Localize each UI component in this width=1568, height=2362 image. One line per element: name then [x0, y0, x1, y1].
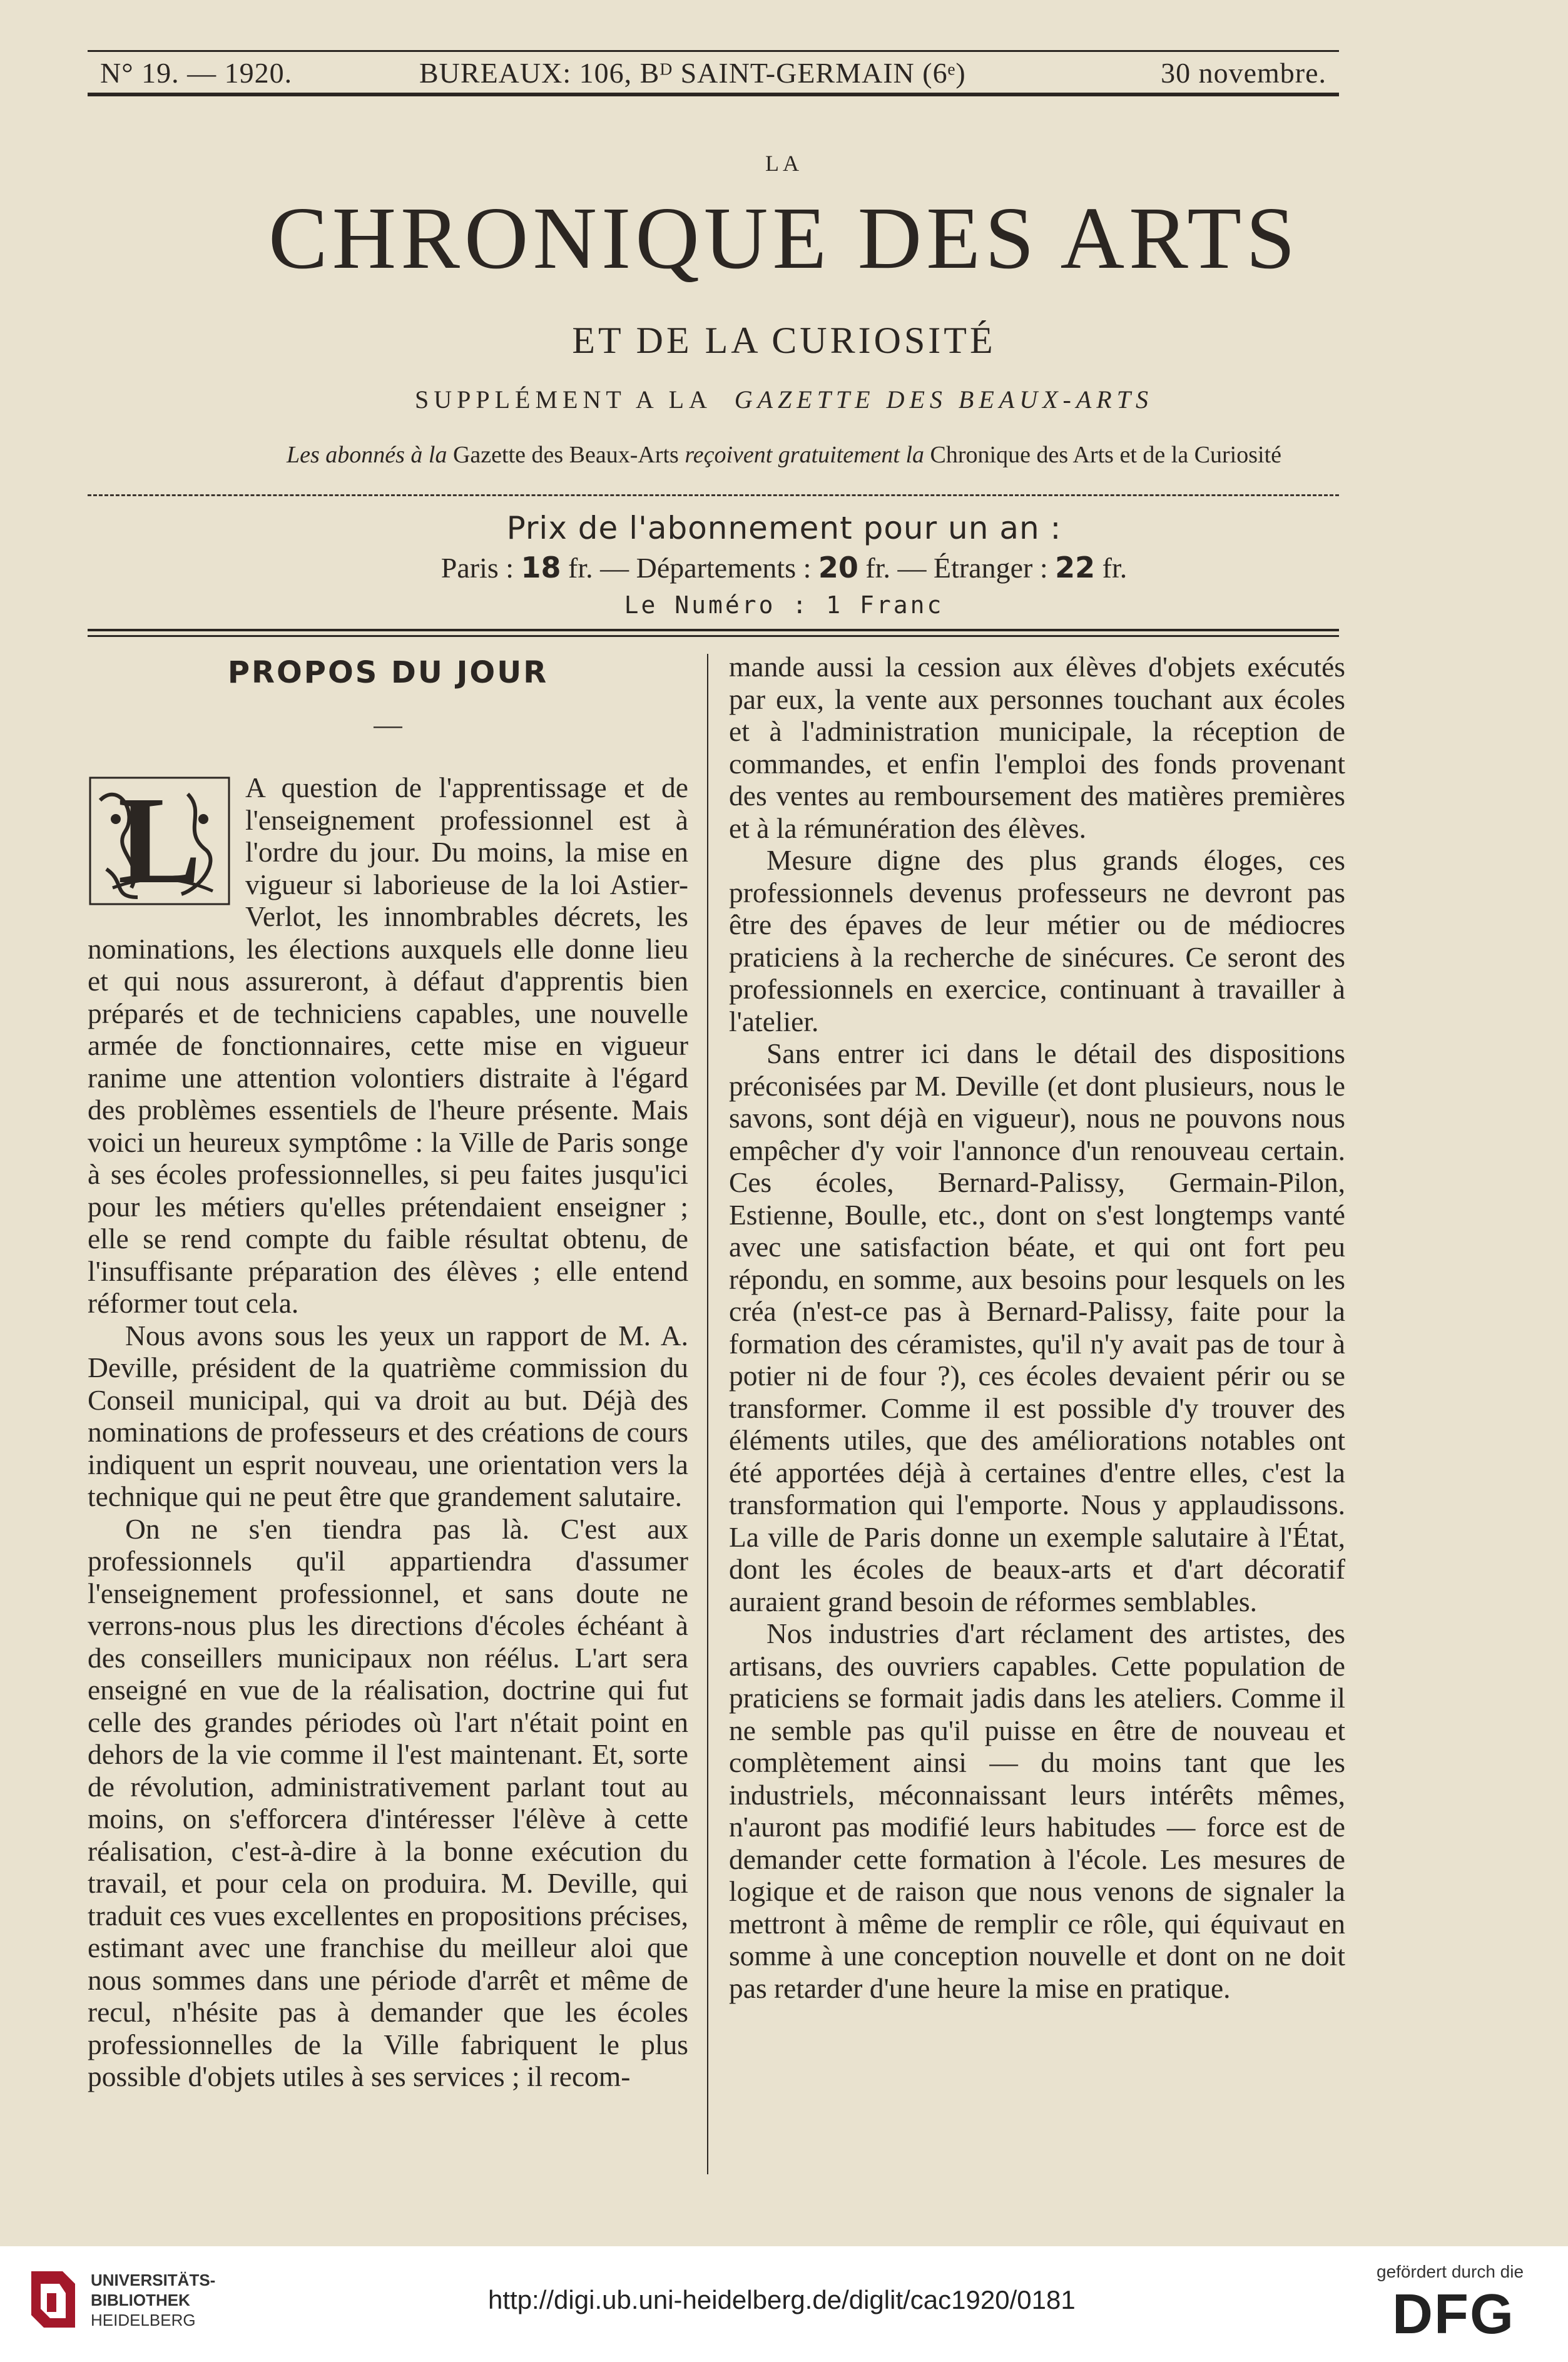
departement-price: 20 [818, 551, 858, 584]
paragraph-left-3: On ne s'en tiendra pas là. C'est aux professionnels qu'il appartiendra d'assumer l'enseignement professionnel, et sans doute ne verrons-nous plus les directions d'écoles échéant à des conseillers municipaux non réélus. L'art sera enseigné en vue de la réalisation, doctrine qui fut celle des grandes périodes où l'art n'était point en dehors de la vie comme il l'est maintenant. Et, sorte de révolution, administrativement parlant tout au moins, on s'efforcera d'intéresser l'élève à cette réalisation, c'est-à-dire à la bonne exécution du travail, et pour cela on produira. M. Deville, qui traduit ces vues excellentes en propositions précises, estimant avec une franchise du meilleur aloi que nous sommes dans une période d'arrêt et même de recul, n'hésite pas à demander que les écoles professionnelles de la Ville fabriquent le plus possible d'objets utiles à ses services ; il recom- [88, 1512, 688, 2092]
notice-part-1: Les abonnés à la [286, 442, 447, 468]
masthead-article: LA [765, 151, 803, 176]
departement-unit: fr. — Étranger : [858, 552, 1056, 584]
subscription-prices [0, 551, 1568, 584]
issue-date: 30 novembre. [1161, 57, 1326, 89]
paragraph-left-2: Nous avons sous les yeux un rapport de M. A. Deville, président de la quatrième commission du Conseil municipal, qui va droit au but. Déjà des nominations de professeurs et des créations de cours indiquent un esprit nouveau, une orientation vers la technique qui ne peut être que grandement salutaire. [88, 1319, 688, 1512]
section-rule-2 [88, 635, 1339, 637]
library-name-line-3: HEIDELBERG [91, 2311, 196, 2329]
article-heading: PROPOS DU JOUR [227, 655, 549, 690]
single-issue-price: Le Numéro : 1 Franc [624, 591, 944, 619]
supplement-plain: SUPPLÉMENT A LA [415, 385, 711, 414]
heading-dash: — [374, 708, 402, 740]
article-column-right [729, 651, 1345, 2004]
foreign-unit: fr. [1095, 552, 1128, 584]
paragraph-right-2: Mesure digne des plus grands éloges, ces professionnels devenus professeurs ne devront pas être des épaves de leur métier ou de médiocres praticiens à la recherche de sinécures. Ce seront des professionnels en exercice, continuant à travailler à l'atelier. [729, 844, 1345, 1037]
viewer-footer [0, 2246, 1568, 2362]
dfg-logo[interactable]: DFG [1392, 2283, 1515, 2346]
header-rule-top [88, 50, 1339, 52]
permalink-url[interactable]: http://digi.ub.uni-heidelberg.de/diglit/cac1920/0181 [488, 2285, 1076, 2314]
masthead-subtitle: ET DE LA CURIOSITÉ [572, 320, 996, 361]
funded-by-label: gefördert durch die [1377, 2262, 1524, 2281]
foreign-price: 22 [1055, 551, 1096, 584]
library-name-line-1: UNIVERSITÄTS- [91, 2271, 216, 2289]
ornamental-dropcap [88, 771, 232, 910]
supplement-gazette: GAZETTE DES BEAUX-ARTS [734, 385, 1153, 414]
notice-part-4: Chronique des Arts et de la Curiosité [924, 442, 1282, 468]
paragraph-right-4: Nos industries d'art réclament des artistes, des artisans, des ouvriers capables. Cette population de praticiens se formait jadis dans les ateliers. Comme il ne semble pas qu'il puisse en être de nouveau et complètement ainsi — du moins tant que les industriels, méconnaissant leurs intérêts mêmes, n'auront pas modifié leurs habitudes — force est de demander cette formation à l'école. Les mesures de logique et de raison que nous venons de signaler la mettront à même de remplir ce rôle, qui équivaut en somme à une conception nouvelle et dont on ne doit pas retarder d'une heure la mise en pratique. [729, 1617, 1345, 2004]
notice-part-3: reçoivent gratuitement la [685, 442, 925, 468]
heidelberg-logo[interactable] [25, 2265, 81, 2334]
notice-part-2: Gazette des Beaux-Arts [447, 442, 685, 468]
article-column-left [88, 651, 688, 2093]
issue-number: N° 19. — 1920. [100, 57, 293, 89]
masthead-title: CHRONIQUE DES ARTS [268, 188, 1300, 287]
dashed-rule [88, 494, 1339, 496]
paris-unit: fr. — Départements : [561, 552, 818, 584]
paris-label: Paris : [440, 552, 521, 584]
column-divider [707, 654, 708, 2174]
paragraph-left-1: A question de l'apprentissage et de l'enseignement professionnel est à l'ordre du jour. Du moins, la mise en vigueur si laborieuse de la loi Astier-Verlot, les innombrables décrets, les nominations, les élections auxquels elle donne lieu et qui nous assureront, à défaut d'apprentis bien préparés et de techniciens capables, une nouvelle armée de fonctionnaires, cette mise en vigueur ranime une attention volontiers distraite à l'égard des problèmes essentiels de l'heure présente. Mais voici un heureux symptôme : la Ville de Paris songe à ses écoles professionnelles, si peu faites jusqu'ici pour les métiers qu'elles prétendaient enseigner ; elle se rend compte du faible résultat obtenu, de l'insuffisante préparation des élèves ; elle entend réformer tout cela. [88, 771, 688, 1319]
library-name[interactable] [91, 2270, 215, 2330]
library-name-line-2: BIBLIOTHEK [91, 2291, 190, 2309]
heidelberg-logo-icon [25, 2265, 81, 2334]
header-rule-bottom [88, 93, 1339, 96]
section-rule-1 [88, 629, 1339, 631]
dropcap-letter: L [118, 771, 201, 910]
subscriber-notice [0, 441, 1568, 469]
paragraph-right-1: mande aussi la cession aux élèves d'objets exécutés par eux, la vente aux personnes touchant aux écoles et à l'administration municipale, la réception de commandes, et enfin l'emploi des fonds provenant des ventes au remboursement des matières premières et à la rémunération des élèves. [729, 651, 1345, 844]
subscription-heading: Prix de l'abonnement pour un an : [506, 510, 1062, 546]
paragraph-right-3: Sans entrer ici dans le détail des dispositions préconisées par M. Deville (et dont plusieurs, nous le savons, sont déjà en vigueur), nous ne pouvons nous empêcher d'y voir l'annonce d'un renouveau certain. Ces écoles, Bernard-Palissy, Germain-Pilon, Estienne, Boulle, etc., dont on s'est longtemps vanté avec une satisfaction béate, et qui ont fort peu répondu, en somme, aux besoins pour lesquels on les créa (n'est-ce pas à Bernard-Palissy, faite pour la formation des céramistes, qu'il n'y avait pas de tour à potier ni de four ?), ces écoles devaient périr ou se transformer. Comme il est possible d'y trouver des éléments utiles, que des améliorations notables ont été apportées déjà à certaines d'entre elles, c'est la transformation qui l'emporte. Nous y applaudissons. La ville de Paris donne un exemple salutaire à l'État, dont les écoles de beaux-arts et d'art décoratif auraient grand besoin de réformes semblables. [729, 1037, 1345, 1617]
paris-price: 18 [521, 551, 561, 584]
office-address: BUREAUX: 106, Bᴰ SAINT-GERMAIN (6ᵉ) [419, 57, 966, 89]
supplement-line [0, 385, 1568, 414]
